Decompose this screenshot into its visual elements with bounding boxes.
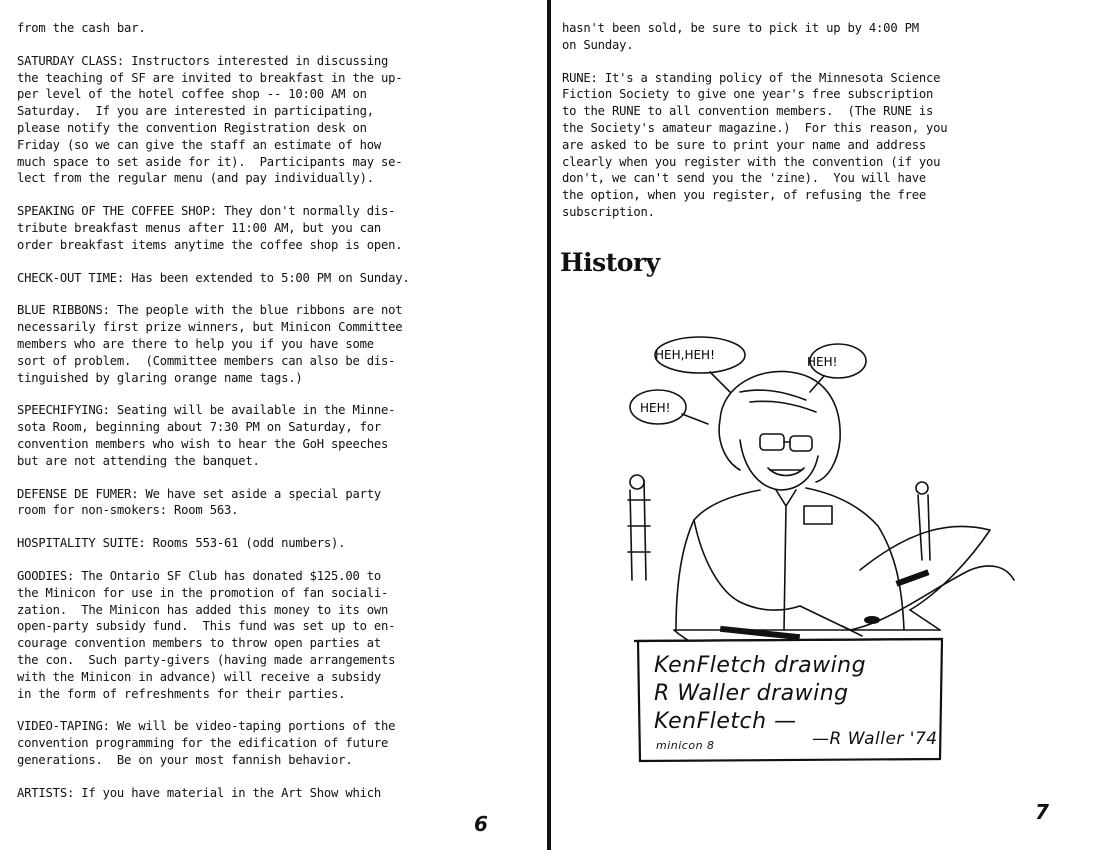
paragraph-cash-bar: from the cash bar.: [17, 21, 146, 35]
paragraph-speechifying: SPEECHIFYING: Seating will be available in the Minne- sota Room, beginning about 7:30 PM on Saturday, for convention members who wish to hear the GoH speeches but are not attending the banquet.: [17, 403, 396, 468]
paragraph-blue-ribbons: BLUE RIBBONS: The people with the blue ribbons are not necessarily first prize winners, but Minicon Committee members who are there to help you if you have some sort of problem. (Committee members can also be dis- tinguished by glaring orange name tags.): [17, 303, 403, 385]
paragraph-hospitality-suite: HOSPITALITY SUITE: Rooms 553-61 (odd numbers).: [17, 536, 346, 551]
left-page: [0, 0, 548, 850]
balloon-text-heh-heh: HEH,HEH!: [655, 348, 715, 362]
sign-line-2: R Waller drawing: [654, 681, 849, 706]
page-gutter-divider: [547, 0, 551, 850]
page-number: 7: [1035, 800, 1049, 824]
left-text-column: [17, 20, 502, 817]
right-page: [552, 0, 1100, 850]
sign-line-1: KenFletch drawing: [654, 653, 867, 678]
history-heading: History: [560, 248, 660, 277]
balloon-text-heh-right: HEH!: [807, 355, 838, 369]
sign-line-signature: —R Waller '74: [812, 729, 938, 749]
sign-line-minicon: minicon 8: [656, 739, 715, 752]
right-text-column: [562, 20, 1047, 237]
speech-balloon-text-layer: [640, 340, 952, 430]
paragraph-defense-de-fumer: DEFENSE DE FUMER: We have set aside a special party room for non-smokers: Room 563.: [17, 486, 382, 518]
paragraph-artists-continued: hasn't been sold, be sure to pick it up by 4:00 PM on Sunday.: [562, 21, 919, 52]
paragraph-check-out-time: CHECK-OUT TIME: Has been extended to 5:00 PM on Sunday.: [17, 270, 410, 285]
paragraph-artists: ARTISTS: If you have material in the Art Show which: [17, 785, 382, 800]
paragraph-saturday-class: SATURDAY CLASS: Instructors interested in discussing the teaching of SF are invited to breakfast in the up- per level of the hotel coffee shop -- 10:00 AM on Saturday. If you are interested in participating, please notify the convention Registration desk on Friday (so we can give the staff an estimate of how much space to set aside for it). Participants may se- lect from the regular menu (and pay individually).: [17, 53, 403, 186]
page-number: 6: [474, 812, 488, 836]
paragraph-goodies: GOODIES: The Ontario SF Club has donated $125.00 to the Minicon for use in the promotion of fan sociali- zation. The Minicon has added this money to its own open-party subsidy fund. This fund was set up to en- courage convention members to throw open parties at the con. Such party-givers (having made arrangements with the Minicon in advance) will receive a subsidy in the form of refreshments for their parties.: [17, 568, 396, 701]
signature-sign: [636, 635, 944, 763]
paragraph-video-taping: VIDEO-TAPING: We will be video-taping portions of the convention programming for the edification of future generations. Be on your most fannish behavior.: [17, 719, 396, 767]
paragraph-rune: RUNE: It's a standing policy of the Minnesota Science Fiction Society to give one year's free subscription to the RUNE to all convention members. (The RUNE is the Society's amateur magazine.) For this reason, you are asked to be sure to print your name and address clearly when you register with the convention (if you don't, we can't send you the 'zine). You will have the option, when you register, of refusing the free subscription.: [562, 70, 948, 219]
sign-line-3: KenFletch —: [654, 709, 797, 734]
paragraph-coffee-shop: SPEAKING OF THE COFFEE SHOP: They don't normally dis- tribute breakfast menus after 11:00 AM, but you can order breakfast items anytime the coffee shop is open.: [17, 204, 403, 252]
balloon-text-heh-left: HEH!: [640, 401, 671, 415]
